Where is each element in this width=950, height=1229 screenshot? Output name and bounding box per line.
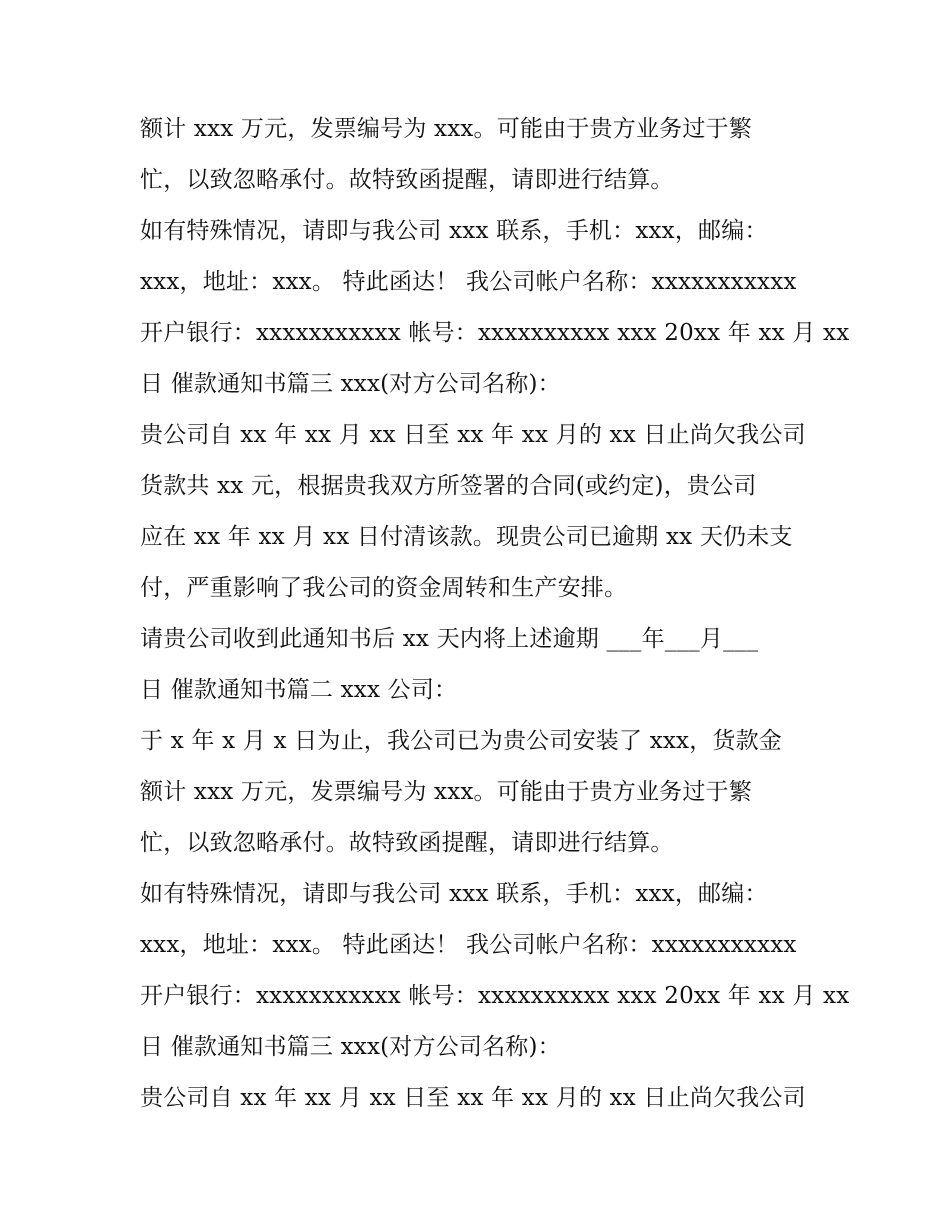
text-line-16: 如有特殊情况，请即与我公司 xxx 联系，手机：xxx，邮编： bbox=[140, 881, 768, 907]
text-line-7: 贵公司自 xx 年 xx 月 xx 日至 xx 年 xx 月的 xx 日止尚欠我公司 bbox=[140, 422, 806, 448]
text-line-11: 请贵公司收到此通知书后 xx 天内将上述逾期 ___年___月___ bbox=[140, 626, 759, 652]
text-line-12: 日 催款通知书篇二 xxx 公司： bbox=[140, 677, 458, 703]
text-line-5: 开户银行：xxxxxxxxxxx 帐号：xxxxxxxxxx xxx 20xx 年 xx 月 xx bbox=[140, 320, 850, 346]
text-line-17: xxx，地址：xxx。 特此函达！ 我公司帐户名称：xxxxxxxxxxx bbox=[140, 932, 797, 958]
text-line-4: xxx，地址：xxx。 特此函达！ 我公司帐户名称：xxxxxxxxxxx bbox=[140, 269, 797, 295]
text-line-6: 日 催款通知书篇三 xxx(对方公司名称)： bbox=[140, 371, 561, 397]
text-line-19: 日 催款通知书篇三 xxx(对方公司名称)： bbox=[140, 1034, 561, 1060]
text-line-1: 额计 xxx 万元，发票编号为 xxx。可能由于贵方业务过于繁 bbox=[140, 116, 752, 142]
text-line-20: 贵公司自 xx 年 xx 月 xx 日至 xx 年 xx 月的 xx 日止尚欠我公司 bbox=[140, 1085, 806, 1111]
text-line-18: 开户银行：xxxxxxxxxxx 帐号：xxxxxxxxxx xxx 20xx 年 xx 月 xx bbox=[140, 983, 850, 1009]
text-line-2: 忙，以致忽略承付。故特致函提醒，请即进行结算。 bbox=[140, 167, 674, 193]
text-line-15: 忙，以致忽略承付。故特致函提醒，请即进行结算。 bbox=[140, 830, 674, 856]
text-line-14: 额计 xxx 万元，发票编号为 xxx。可能由于贵方业务过于繁 bbox=[140, 779, 752, 805]
document-body bbox=[140, 104, 850, 1124]
text-line-8: 货款共 xx 元，根据贵我双方所签署的合同(或约定)，贵公司 bbox=[140, 473, 757, 499]
text-line-9: 应在 xx 年 xx 月 xx 日付清该款。现贵公司已逾期 xx 天仍未支 bbox=[140, 524, 793, 550]
text-line-13: 于 x 年 x 月 x 日为止，我公司已为贵公司安装了 xxx，货款金 bbox=[140, 728, 783, 754]
text-line-3: 如有特殊情况，请即与我公司 xxx 联系，手机：xxx，邮编： bbox=[140, 218, 768, 244]
text-line-10: 付，严重影响了我公司的资金周转和生产安排。 bbox=[140, 575, 628, 601]
